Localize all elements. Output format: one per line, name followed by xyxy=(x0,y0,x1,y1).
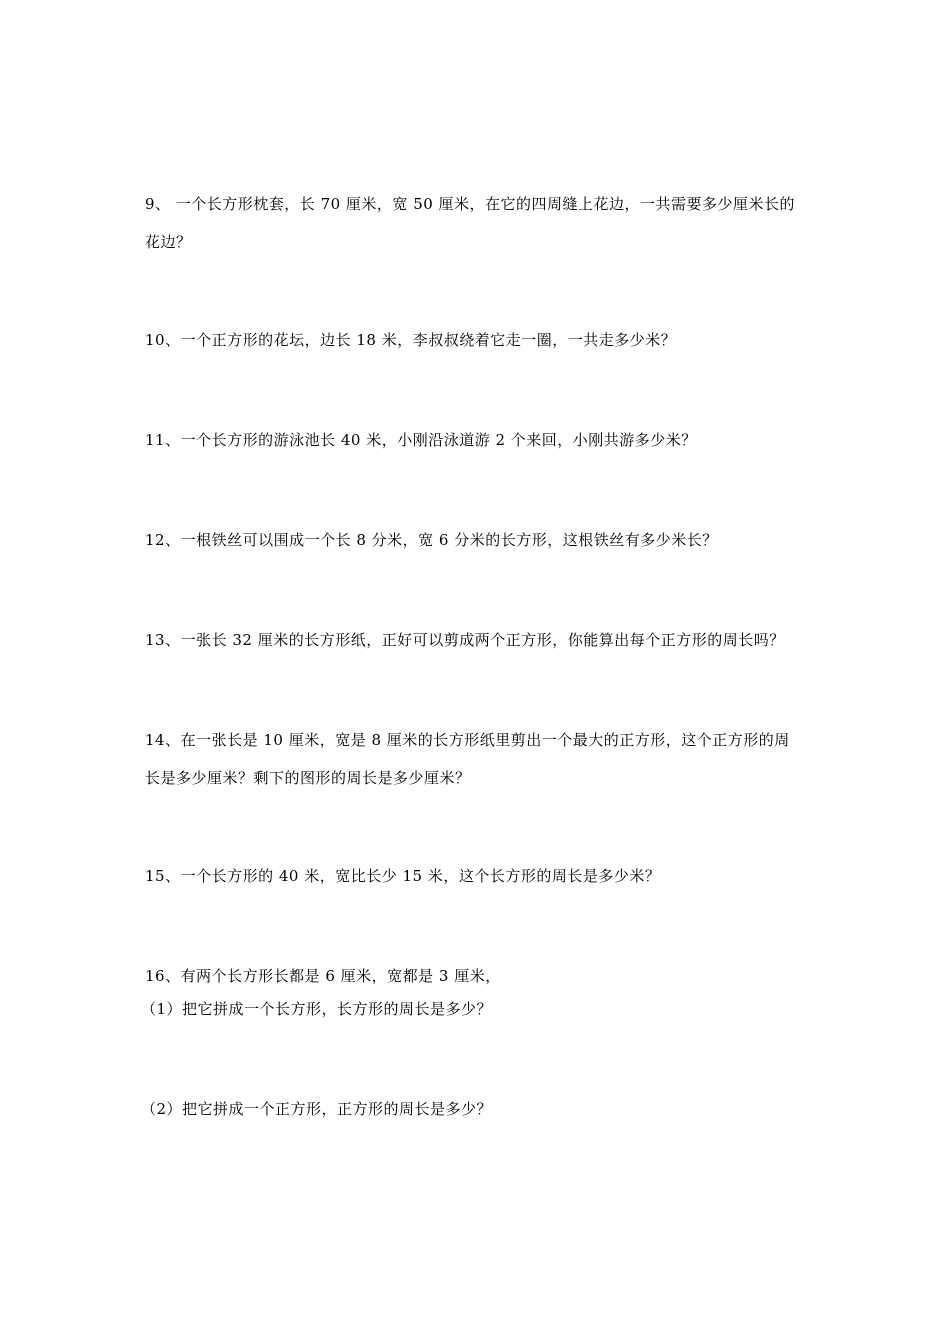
question-11: 11、一个长方形的游泳池长 40 米，小刚沿泳道游 2 个来回，小刚共游多少米？ xyxy=(145,431,697,449)
question-14-line-2: 长是多少厘米？剩下的图形的周长是多少厘米？ xyxy=(145,769,471,787)
question-15: 15、一个长方形的 40 米，宽比长少 15 米，这个长方形的周长是多少米？ xyxy=(145,867,661,885)
question-16: 16、有两个长方形长都是 6 厘米，宽都是 3 厘米， xyxy=(145,967,501,985)
question-13: 13、一张长 32 厘米的长方形纸，正好可以剪成两个正方形，你能算出每个正方形的周长吗？ xyxy=(145,631,785,649)
question-12: 12、一根铁丝可以围成一个长 8 分米，宽 6 分米的长方形，这根铁丝有多少米长？ xyxy=(145,531,718,549)
question-10: 10、一个正方形的花坛，边长 18 米，李叔叔绕着它走一圈，一共走多少米？ xyxy=(145,331,677,349)
question-9-line-1: 9、 一个长方形枕套，长 70 厘米，宽 50 厘米，在它的四周缝上花边，一共需要多少厘米长的 xyxy=(145,195,796,213)
question-14-line-1: 14、在一张长是 10 厘米，宽是 8 厘米的长方形纸里剪出一个最大的正方形，这个正方形的周 xyxy=(145,731,790,749)
question-16-part-2: （2）把它拼成一个正方形，正方形的周长是多少？ xyxy=(141,1100,493,1118)
question-16-part-1: （1）把它拼成一个长方形，长方形的周长是多少？ xyxy=(141,1000,493,1018)
question-9-line-2: 花边？ xyxy=(145,233,192,251)
